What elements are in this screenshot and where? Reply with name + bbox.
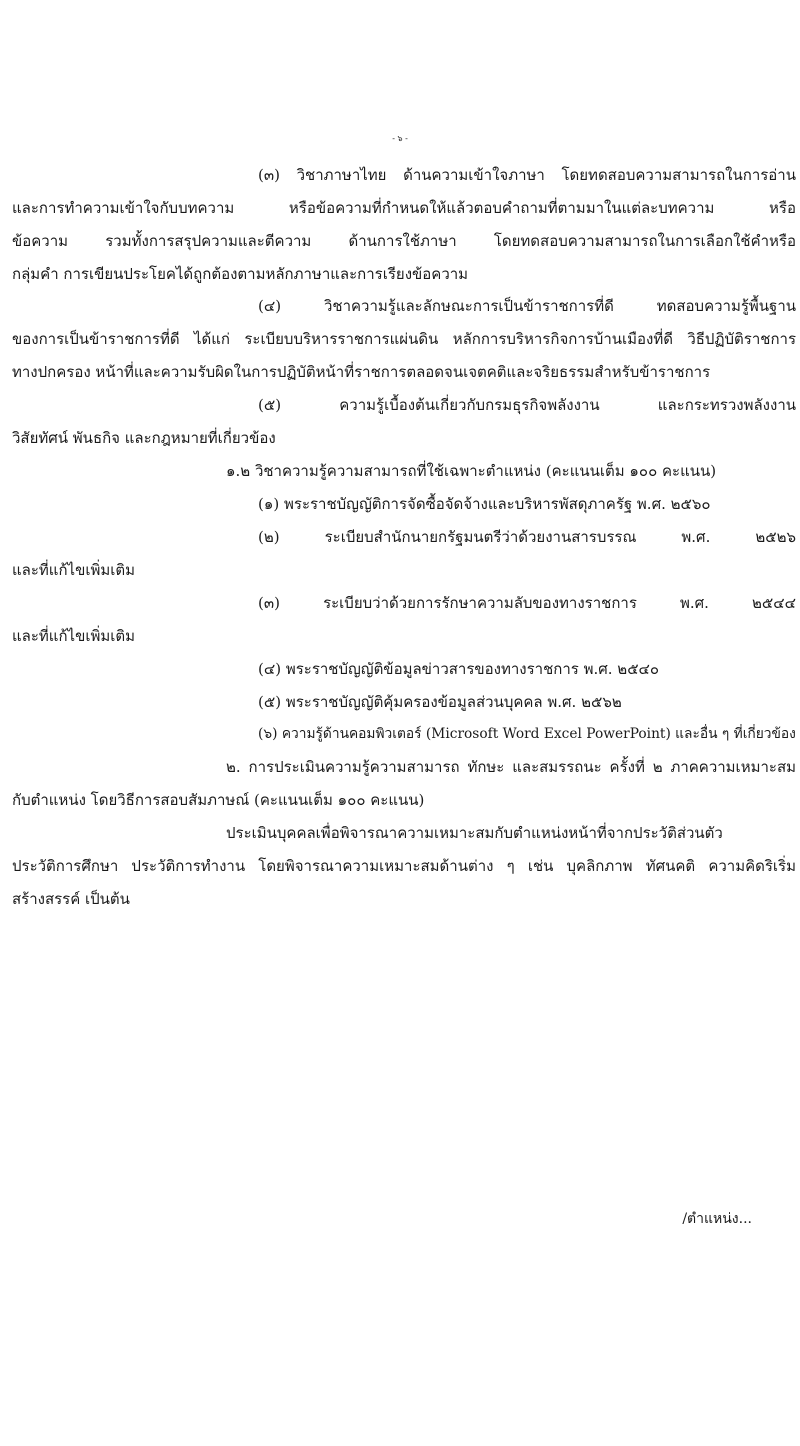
section-heading: ๑.๒ วิชาความรู้ความสามารถที่ใช้เฉพาะตำแหน่ง (คะแนนเต็ม ๑๐๐ คะแนน) xyxy=(226,462,717,480)
list-item: (๑) พระราชบัญญัติการจัดซื้อจัดจ้างและบริหารพัสดุภาครัฐ พ.ศ. ๒๕๖๐ xyxy=(258,495,711,513)
paragraph-line: ประวัติการศึกษา ประวัติการทำงาน โดยพิจารณาความเหมาะสมด้านต่าง ๆ เช่น บุคลิกภาพ ทัศนคติ ความคิดริเริ่ม xyxy=(12,857,796,875)
paragraph-line: กลุ่มคำ การเขียนประโยคได้ถูกต้องตามหลักภาษาและการเรียงข้อความ xyxy=(12,265,469,283)
section-heading-continuation: กับตำแหน่ง โดยวิธีการสอบสัมภาษณ์ (คะแนนเต็ม ๑๐๐ คะแนน) xyxy=(12,791,425,809)
paragraph-line: (๕) ความรู้เบื้องต้นเกี่ยวกับกรมธุรกิจพลังงาน และกระทรวงพลังงาน xyxy=(258,396,796,414)
paragraph-line: วิสัยทัศน์ พันธกิจ และกฎหมายที่เกี่ยวข้อง xyxy=(12,429,276,447)
list-item: (๒) ระเบียบสำนักนายกรัฐมนตรีว่าด้วยงานสารบรรณ พ.ศ. ๒๕๒๖ xyxy=(258,528,796,546)
paragraph-line: ทางปกครอง หน้าที่และความรับผิดในการปฏิบัติหน้าที่ราชการตลอดจนเจตคติและจริยธรรมสำหรับข้าราชการ xyxy=(12,363,711,381)
paragraph-line: ประเมินบุคคลเพื่อพิจารณาความเหมาะสมกับตำแหน่งหน้าที่จากประวัติส่วนตัว xyxy=(226,824,723,842)
paragraph-line: (๔) วิชาความรู้และลักษณะการเป็นข้าราชการที่ดี ทดสอบความรู้พื้นฐาน xyxy=(258,297,796,315)
paragraph-line: ของการเป็นข้าราชการที่ดี ได้แก่ ระเบียบบริหารราชการแผ่นดิน หลักการบริหารกิจการบ้านเมืองที่ดี วิธีปฏิบัติราชการ xyxy=(12,330,796,348)
paragraph-line: และการทำความเข้าใจกับบทความ หรือข้อความที่กำหนดให้แล้วตอบคำถามที่ตามมาในแต่ละบทความ หรือ xyxy=(12,199,796,217)
paragraph-line: ข้อความ รวมทั้งการสรุปความและตีความ ด้านการใช้ภาษา โดยทดสอบความสามารถในการเลือกใช้คำหรือ xyxy=(12,232,796,250)
paragraph-line: (๓) วิชาภาษาไทย ด้านความเข้าใจภาษา โดยทดสอบความสามารถในการอ่าน xyxy=(258,166,796,184)
continuation-marker: /ตำแหน่ง... xyxy=(682,1211,752,1227)
section-heading: ๒. การประเมินความรู้ความสามารถ ทักษะ และสมรรถนะ ครั้งที่ ๒ ภาคความเหมาะสม xyxy=(226,758,796,776)
paragraph-line: สร้างสรรค์ เป็นต้น xyxy=(12,890,130,908)
list-item-continuation: และที่แก้ไขเพิ่มเติม xyxy=(12,561,136,579)
list-item-continuation: และที่แก้ไขเพิ่มเติม xyxy=(12,627,136,645)
list-item: (๓) ระเบียบว่าด้วยการรักษาความลับของทางราชการ พ.ศ. ๒๕๔๔ xyxy=(258,594,796,612)
list-item: (๖) ความรู้ด้านคอมพิวเตอร์ (Microsoft Word Excel PowerPoint) และอื่น ๆ ที่เกี่ยวข้อง xyxy=(258,726,796,742)
page-number: - ๖ - xyxy=(392,134,408,143)
list-item: (๔) พระราชบัญญัติข้อมูลข่าวสารของทางราชการ พ.ศ. ๒๕๔๐ xyxy=(258,660,660,678)
list-item: (๕) พระราชบัญญัติคุ้มครองข้อมูลส่วนบุคคล พ.ศ. ๒๕๖๒ xyxy=(258,693,622,711)
